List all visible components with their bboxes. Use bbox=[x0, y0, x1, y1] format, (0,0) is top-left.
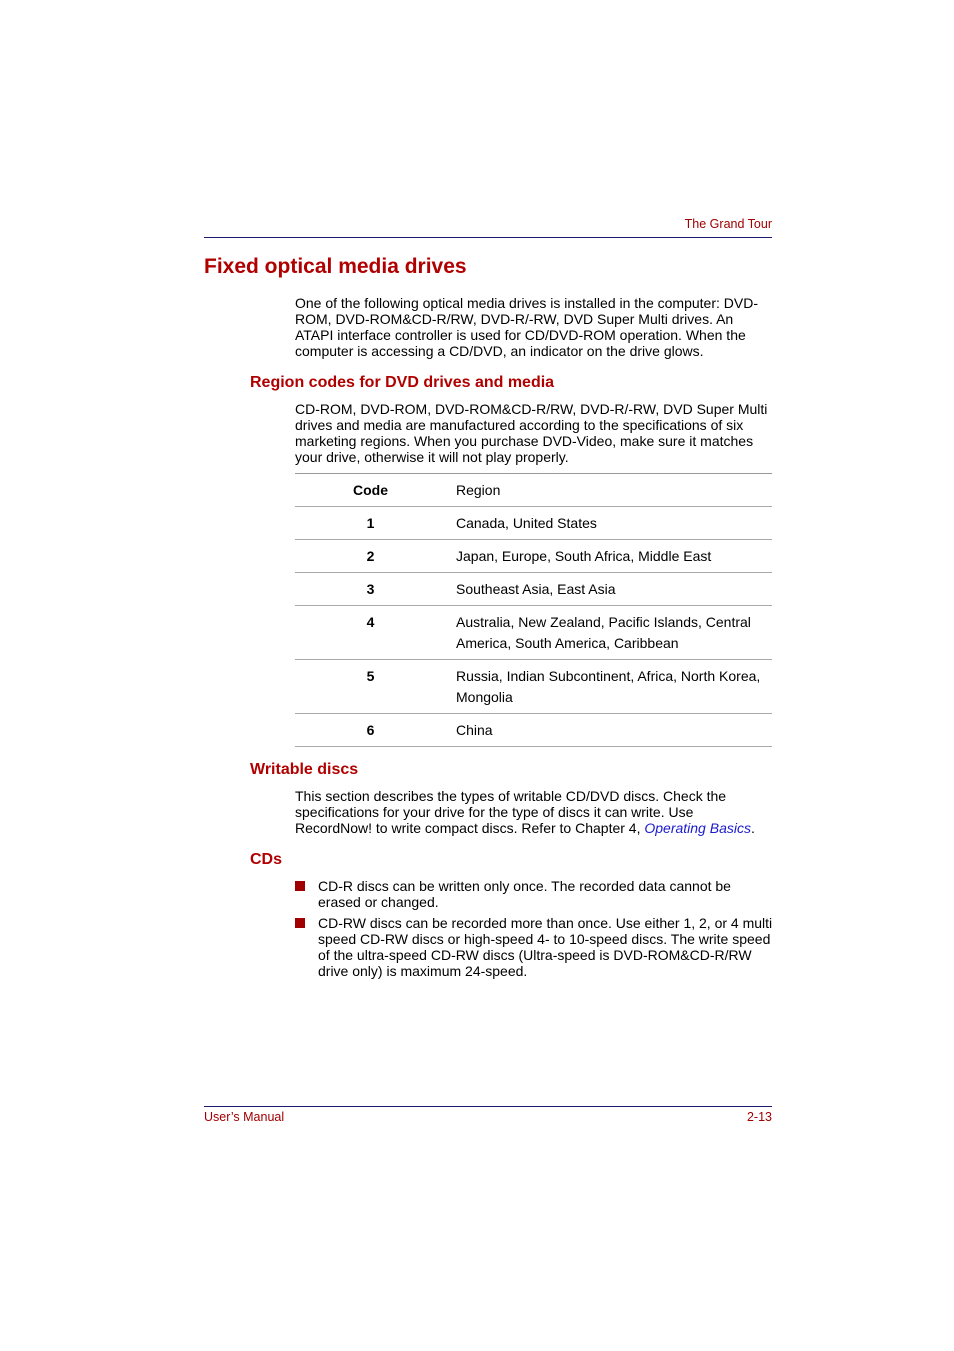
table-cell-region: Southeast Asia, East Asia bbox=[456, 581, 616, 597]
table-row bbox=[295, 660, 772, 714]
table-row bbox=[295, 540, 772, 573]
region-codes-heading: Region codes for DVD drives and media bbox=[250, 374, 555, 391]
writable-discs-paragraph bbox=[295, 788, 773, 836]
table-row bbox=[295, 606, 772, 660]
list-item bbox=[295, 915, 773, 979]
table-cell-region: Russia, Indian Subcontinent, Africa, North Korea, Mongolia bbox=[456, 668, 761, 705]
table-cell-region: Australia, New Zealand, Pacific Islands, Central America, South America, Caribbean bbox=[456, 614, 751, 651]
operating-basics-link[interactable]: Operating Basics bbox=[644, 820, 751, 836]
table-header-row bbox=[295, 474, 772, 507]
footer-manual-title: User’s Manual bbox=[204, 1110, 285, 1124]
table-cell-region: China bbox=[456, 722, 493, 738]
intro-paragraph: One of the following optical media drives is installed in the computer: DVD-ROM, DVD-ROM&CD-R/RW, DVD-R/-RW, DVD Super Multi drives. An ATAPI interface controller is used for CD/DVD-ROM operation. When the computer is accessing a CD/DVD, an indicator on the drive glows. bbox=[295, 295, 758, 359]
page-number: 2-13 bbox=[746, 1110, 772, 1124]
header-section-title: The Grand Tour bbox=[684, 217, 772, 231]
cds-bullet-list bbox=[295, 878, 773, 984]
page-title: Fixed optical media drives bbox=[204, 255, 467, 278]
table-cell-code: 3 bbox=[366, 581, 375, 597]
bullet-square-icon bbox=[295, 881, 305, 891]
table-row bbox=[295, 507, 772, 540]
table-cell-code: 4 bbox=[366, 614, 375, 630]
cds-heading: CDs bbox=[250, 851, 283, 868]
writable-text-before: This section describes the types of writable CD/DVD discs. Check the specifications for your drive for the type of discs it can write. Use RecordNow! to write compact discs. Refer to Chapter 4, bbox=[295, 788, 727, 836]
table-cell-code: 6 bbox=[366, 722, 375, 738]
region-codes-paragraph: CD-ROM, DVD-ROM, DVD-ROM&CD-R/RW, DVD-R/-RW, DVD Super Multi drives and media are manufactured according to the specifications of six marketing regions. When you purchase DVD-Video, make sure it matches your drive, otherwise it will not play properly. bbox=[295, 401, 768, 465]
list-item bbox=[295, 878, 773, 910]
table-header-code: Code bbox=[353, 482, 388, 498]
bullet-text: CD-R discs can be written only once. The recorded data cannot be erased or changed. bbox=[318, 878, 731, 910]
table-cell-region: Canada, United States bbox=[456, 515, 597, 531]
bullet-text: CD-RW discs can be recorded more than once. Use either 1, 2, or 4 multi speed CD-RW discs or high-speed 4- to 10-speed discs. The write speed of the ultra-speed CD-RW discs (Ultra-speed is DVD-ROM&CD-R/RW drive only) is maximum 24-speed. bbox=[318, 915, 773, 979]
table-header-region: Region bbox=[456, 482, 501, 498]
footer-rule bbox=[204, 1106, 772, 1107]
table-cell-region: Japan, Europe, South Africa, Middle East bbox=[456, 548, 712, 564]
writable-discs-heading: Writable discs bbox=[250, 761, 359, 778]
table-cell-code: 5 bbox=[366, 668, 375, 684]
bullet-square-icon bbox=[295, 918, 305, 928]
writable-text-after: . bbox=[750, 820, 755, 836]
region-codes-table bbox=[295, 473, 772, 747]
table-cell-code: 2 bbox=[366, 548, 375, 564]
header-rule bbox=[204, 237, 772, 238]
table-row bbox=[295, 573, 772, 606]
table-cell-code: 1 bbox=[366, 515, 375, 531]
table-row bbox=[295, 714, 772, 747]
